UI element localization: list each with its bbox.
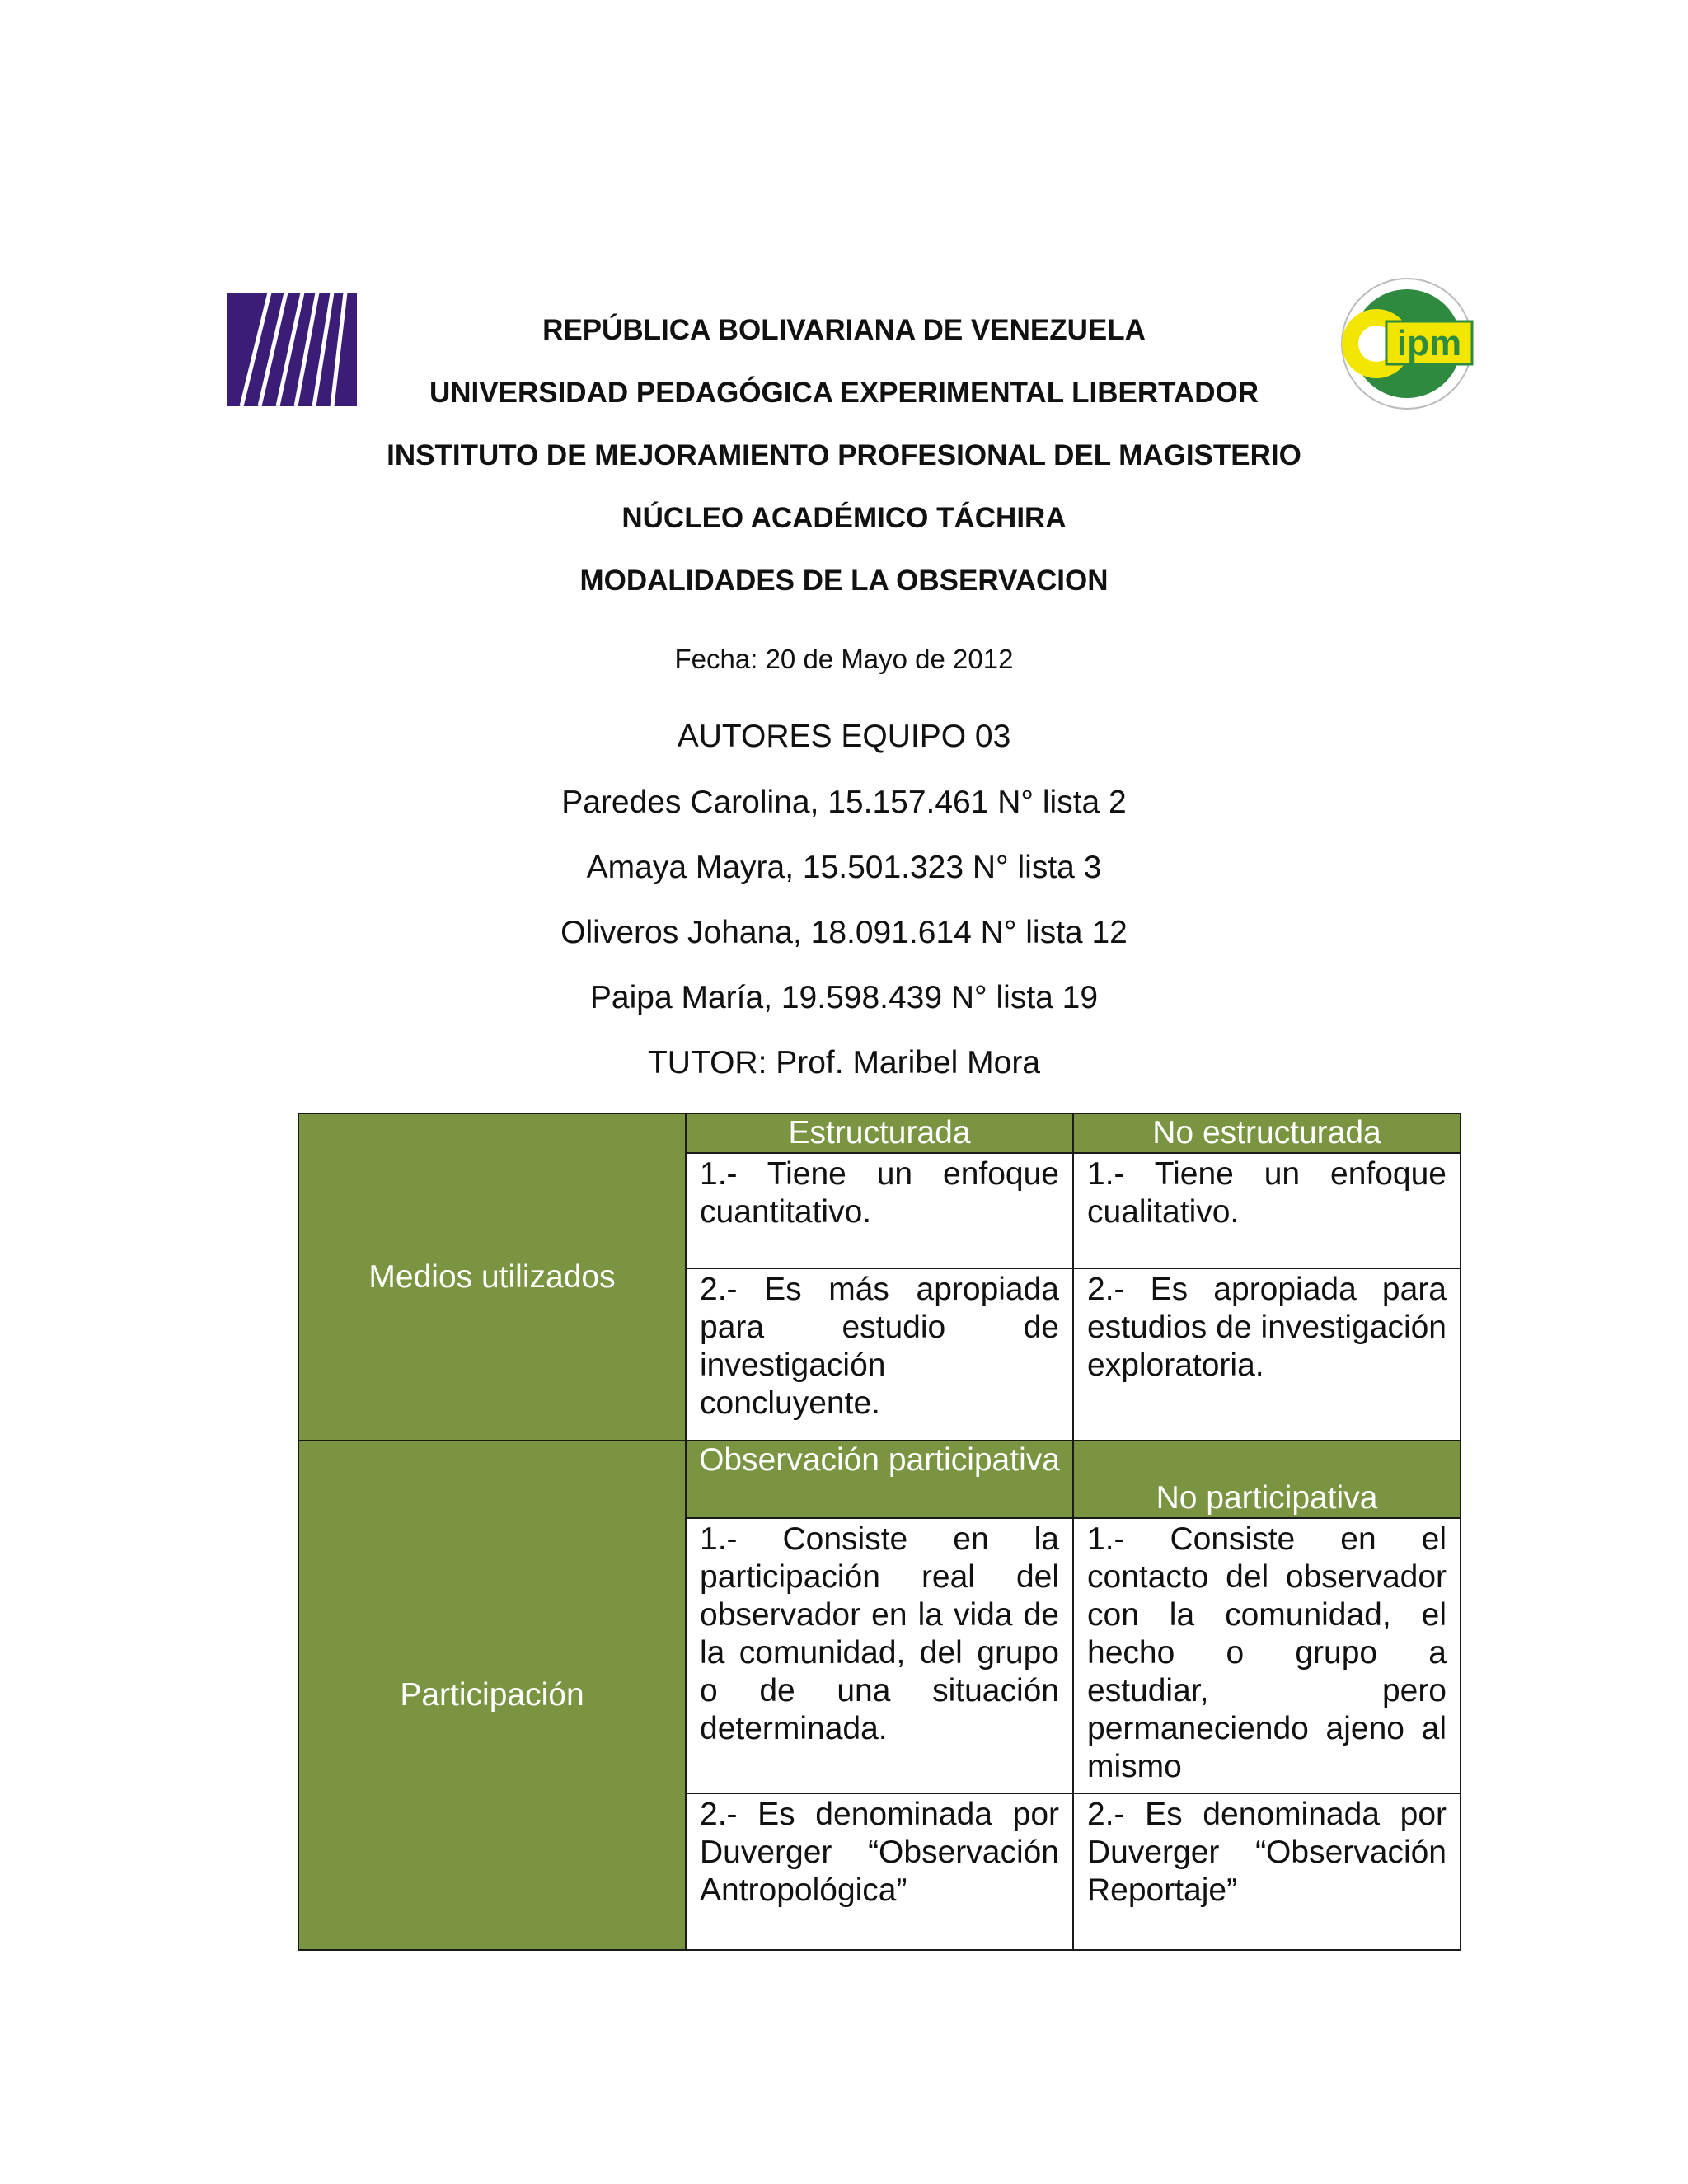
document-title: MODALIDADES DE LA OBSERVACION [579,565,1109,597]
column-head-no-participativa: No participativa [1073,1441,1461,1518]
column-head-no-estructurada: No estructurada [1073,1113,1461,1153]
header-line-nucleo: NÚCLEO ACADÉMICO TÁCHIRA [621,502,1067,534]
row-label-participacion: Participación [298,1441,686,1950]
tutor-line: TUTOR: Prof. Maribel Mora [647,1045,1041,1080]
table-cell: 2.- Es más apropiada para estudio de investigación concluyente. [686,1268,1073,1441]
modalities-table [298,1113,1461,1951]
column-head-participativa: Observación participativa [686,1441,1073,1518]
row-label-medios: Medios utilizados [298,1113,686,1441]
table-cell: 1.- Tiene un enfoque cualitativo. [1073,1153,1461,1268]
authors-title: AUTORES EQUIPO 03 [677,719,1011,754]
author-item: Amaya Mayra, 15.501.323 N° lista 3 [586,850,1102,885]
column-head-estructurada: Estructurada [686,1113,1073,1153]
date-line: Fecha: 20 de Mayo de 2012 [674,644,1014,674]
table-cell: 2.- Es apropiada para estudios de investigación exploratoria. [1073,1268,1461,1441]
author-item: Paipa María, 19.598.439 N° lista 19 [589,980,1099,1015]
header-line-universidad: UNIVERSIDAD PEDAGÓGICA EXPERIMENTAL LIBERTADOR [429,377,1259,409]
author-item: Paredes Carolina, 15.157.461 N° lista 2 [561,785,1127,820]
table-cell: 2.- Es denominada por Duverger “Observación Reportaje” [1073,1793,1461,1950]
table-cell: 1.- Tiene un enfoque cuantitativo. [686,1153,1073,1268]
table-cell: 2.- Es denominada por Duverger “Observación Antropológica” [686,1793,1073,1950]
table-cell: 1.- Consiste en la participación real del observador en la vida de la comunidad, del grupo o de una situación determinada. [686,1518,1073,1793]
author-item: Oliveros Johana, 18.091.614 N° lista 12 [560,915,1128,950]
header-line-instituto: INSTITUTO DE MEJORAMIENTO PROFESIONAL DEL MAGISTERIO [387,439,1301,471]
header-line-republica: REPÚBLICA BOLIVARIANA DE VENEZUELA [542,314,1146,346]
table-cell: 1.- Consiste en el contacto del observador con la comunidad, el hecho o grupo a estudiar, pero permaneciendo ajeno al mismo [1073,1518,1461,1793]
svg-text:ipm: ipm [1396,323,1462,363]
